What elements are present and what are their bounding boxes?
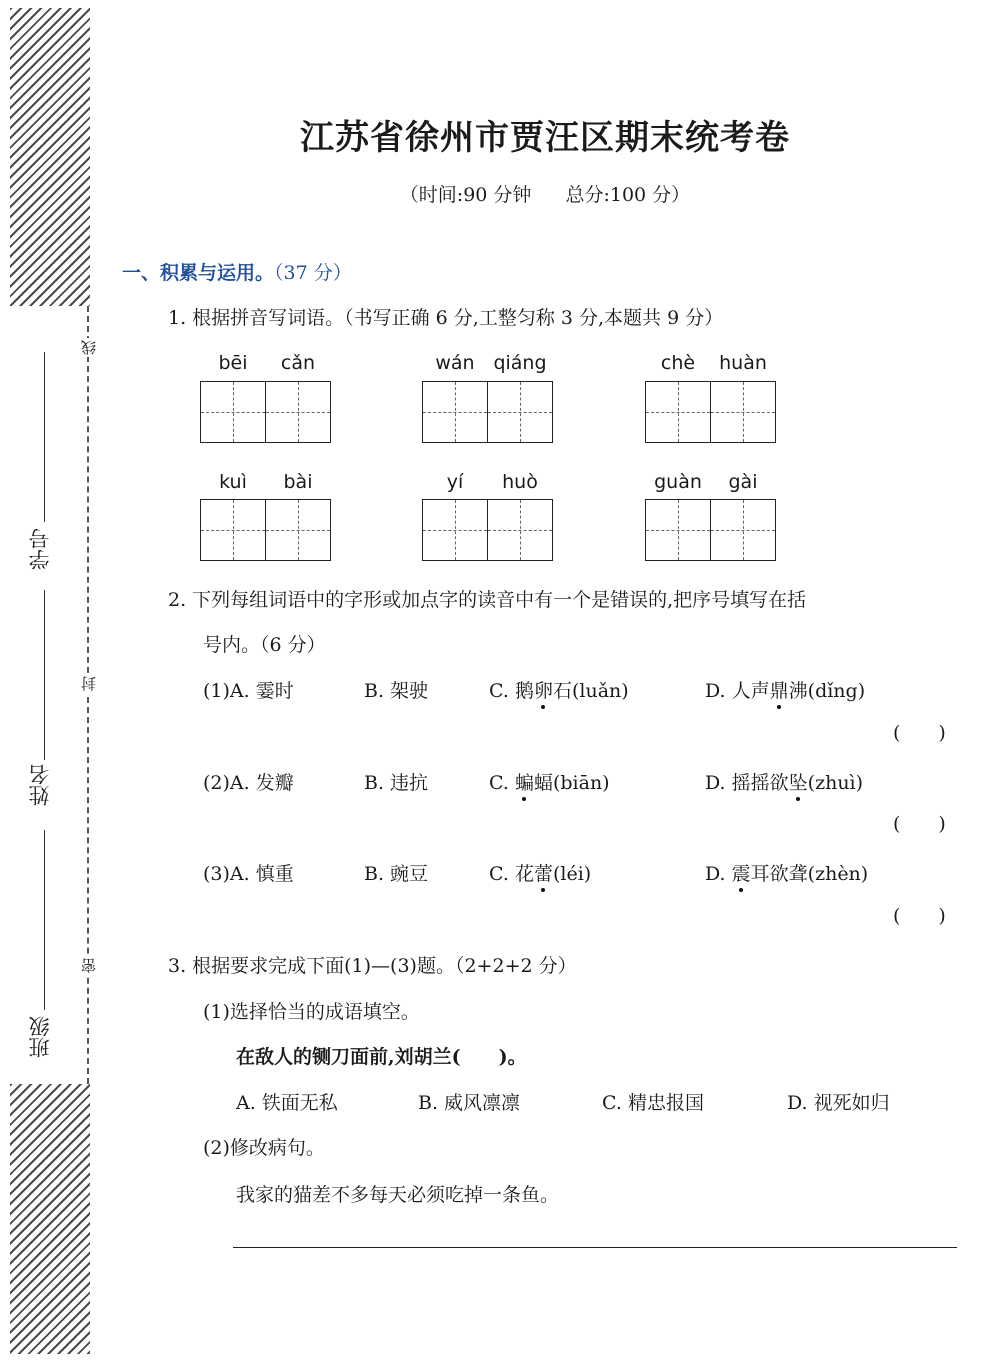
- tianzi-box[interactable]: [645, 499, 711, 561]
- option-b: B. 豌豆: [364, 863, 429, 885]
- option-a: (3)A. 慎重: [203, 863, 294, 885]
- exam-subtitle: [0, 180, 1000, 207]
- dotted-char: 卵: [533, 680, 553, 702]
- pinyin: wán: [435, 352, 475, 374]
- sub-question-1: (1)选择恰当的成语填空。: [203, 1001, 420, 1023]
- tianzi-box[interactable]: [710, 381, 776, 443]
- exam-time: （时间:90 分钟: [399, 184, 532, 206]
- sub-question-2: (2)修改病句。: [203, 1137, 325, 1159]
- tianzi-box[interactable]: [422, 381, 488, 443]
- text: C. 花: [489, 863, 534, 885]
- tianzi-box[interactable]: [487, 499, 553, 561]
- answer-paren[interactable]: [893, 813, 946, 835]
- option-a: (1)A. 霎时: [203, 680, 294, 702]
- paren-open: (: [893, 813, 901, 835]
- option-d: [705, 859, 868, 886]
- fill-sentence: 在敌人的铡刀面前,刘胡兰( )。: [236, 1046, 527, 1068]
- text: D. 人声: [705, 680, 770, 702]
- tianzi-box[interactable]: [645, 381, 711, 443]
- question-text: 下列每组词语中的字形或加点字的读音中有一个是错误的,把序号填写在括: [192, 589, 807, 611]
- paren-open: (: [893, 722, 901, 744]
- pinyin: bài: [283, 471, 313, 493]
- option-a: (2)A. 发瓣: [203, 772, 294, 794]
- tianzi-box[interactable]: [200, 499, 266, 561]
- pinyin: chè: [660, 352, 696, 374]
- question-number: 2.: [168, 589, 187, 611]
- banji-label: 班级: [28, 1016, 52, 1058]
- question-3: [168, 951, 577, 978]
- text: 石(luǎn): [552, 680, 629, 702]
- seal-word-feng: 封: [80, 676, 98, 691]
- seal-word-mi: 密: [80, 958, 98, 973]
- text: C. 鹅: [489, 680, 534, 702]
- answer-paren[interactable]: [893, 722, 946, 744]
- question-2: [168, 585, 806, 612]
- text: C.: [489, 772, 515, 794]
- section-heading: [122, 258, 352, 285]
- option-c: [489, 676, 629, 703]
- option-d: [705, 768, 863, 795]
- paren-close: ): [938, 905, 946, 927]
- xuehao-label: 学号: [28, 528, 52, 570]
- text: 耳欲聋(zhèn): [750, 863, 869, 885]
- exam-total: 总分:100 分）: [565, 184, 691, 206]
- choice-d: D. 视死如归: [787, 1092, 890, 1114]
- option-b: B. 违抗: [364, 772, 429, 794]
- pinyin: cǎn: [280, 352, 316, 374]
- pinyin: qiáng: [493, 352, 547, 374]
- text: (zhuì): [807, 772, 864, 794]
- xingming-blank[interactable]: [44, 590, 45, 760]
- seal-word-xian: 线: [80, 340, 98, 355]
- choice-c: C. 精忠报国: [602, 1092, 704, 1114]
- tianzi-box[interactable]: [265, 381, 331, 443]
- choice-a: A. 铁面无私: [236, 1092, 338, 1114]
- dotted-char: 鼎: [769, 680, 789, 702]
- choice-b: B. 威风凛凛: [418, 1092, 521, 1114]
- section-title: 一、积累与运用。: [122, 262, 275, 284]
- xingming-label: 姓名: [28, 764, 52, 806]
- paren-open: (: [893, 905, 901, 927]
- dotted-char: 坠: [788, 772, 808, 794]
- tianzi-box[interactable]: [200, 381, 266, 443]
- question-text: 根据拼音写词语。（书写正确 6 分,工整匀称 3 分,本题共 9 分）: [192, 307, 724, 329]
- tianzi-box[interactable]: [710, 499, 776, 561]
- banji-blank[interactable]: [44, 830, 45, 1010]
- option-c: [489, 768, 610, 795]
- pinyin: huàn: [719, 352, 767, 374]
- tianzi-box[interactable]: [265, 499, 331, 561]
- sick-sentence: 我家的猫差不多每天必须吃掉一条鱼。: [236, 1184, 560, 1206]
- binding-hatch-bottom: [10, 1084, 90, 1354]
- paren-close: ): [938, 722, 946, 744]
- answer-paren[interactable]: [893, 905, 946, 927]
- question-2-line2: 号内。（6 分）: [203, 634, 326, 656]
- question-number: 3.: [168, 955, 187, 977]
- pinyin: guàn: [654, 471, 702, 493]
- option-b: B. 架驶: [364, 680, 429, 702]
- paren-close: ): [938, 813, 946, 835]
- text: 沸(dǐng): [788, 680, 866, 702]
- dotted-char: 蝙: [514, 772, 534, 794]
- text: (léi): [552, 863, 592, 885]
- question-text: 根据要求完成下面(1)—(3)题。（2+2+2 分）: [192, 955, 577, 977]
- text: 蝠(biān): [533, 772, 610, 794]
- pinyin: gài: [728, 471, 758, 493]
- text: D. 摇摇欲: [705, 772, 789, 794]
- tianzi-box[interactable]: [422, 499, 488, 561]
- tianzi-box[interactable]: [487, 381, 553, 443]
- pinyin: bēi: [218, 352, 248, 374]
- pinyin: yí: [446, 471, 464, 493]
- option-c: [489, 859, 591, 886]
- dotted-char: 蕾: [533, 863, 553, 885]
- section-score: （37 分）: [274, 262, 352, 284]
- question-1: [168, 303, 723, 330]
- pinyin: kuì: [219, 471, 247, 493]
- answer-line[interactable]: [233, 1247, 957, 1248]
- text: D.: [705, 863, 732, 885]
- dotted-char: 震: [731, 863, 751, 885]
- question-number: 1.: [168, 307, 187, 329]
- option-d: [705, 676, 865, 703]
- xuehao-blank[interactable]: [44, 352, 45, 522]
- pinyin: huò: [502, 471, 538, 493]
- exam-title: 江苏省徐州市贾汪区期末统考卷: [300, 118, 790, 158]
